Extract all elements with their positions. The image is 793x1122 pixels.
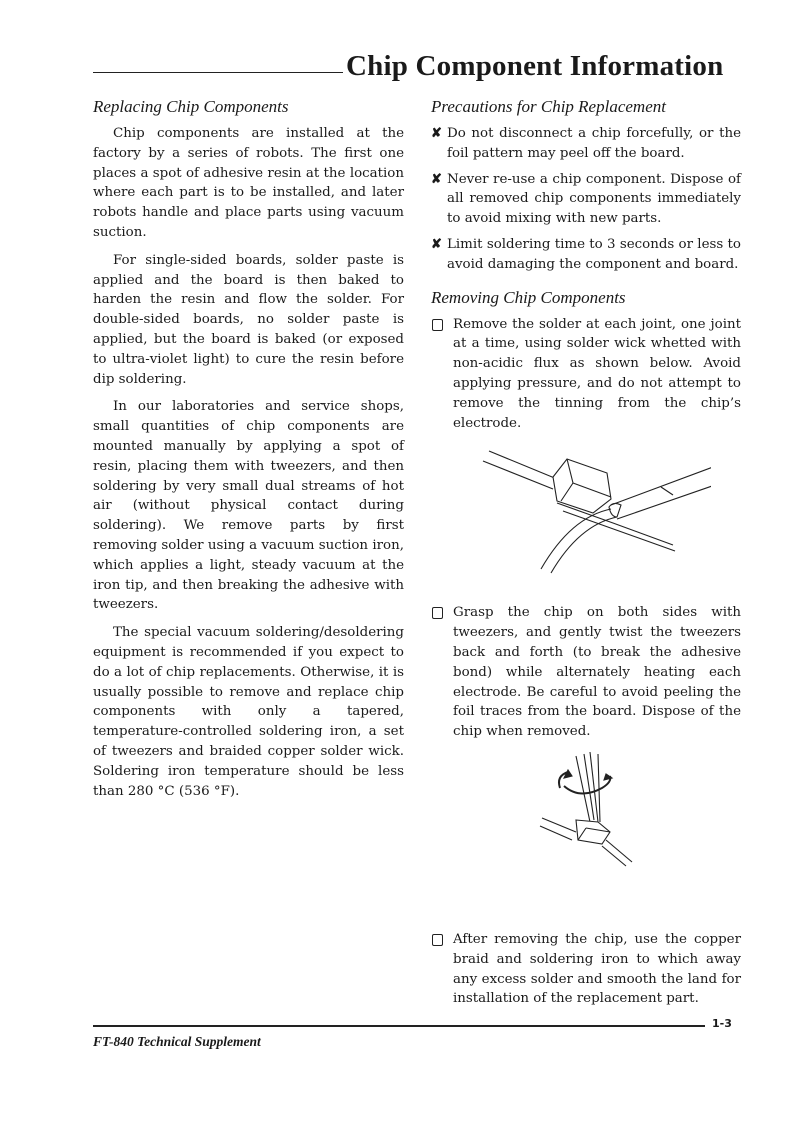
title-rule	[93, 72, 343, 73]
right-column	[431, 96, 741, 1015]
desoldering-illustration	[461, 439, 711, 589]
precaution-item	[431, 170, 741, 229]
tweezers-illustration	[506, 748, 666, 878]
precaution-text: Do not disconnect a chip forcefully, or the foil pattern may peel off the board.	[447, 126, 741, 161]
paragraph: In our laboratories and service shops, small quantities of chip components are mounted manually by applying a spot of resin, placing them with tweezers, and then soldering by very small dual streams of hot air (without physical contact during soldering). We remove parts by first removing solder using a vacuum suction iron, which applies a light, steady vacuum at the iron tip, and then breaking the adhesive with tweezers.	[93, 399, 404, 613]
page-number: 1-3	[712, 1017, 732, 1030]
step-item	[431, 603, 741, 742]
checkbox-bullet-icon	[432, 934, 443, 946]
step-text: Remove the solder at each joint, one joint at a time, using solder wick whetted with non-acidic flux as shown below. Avoid applying pressure, and do not attempt to remove the tinning from the chip’s electrode.	[453, 316, 741, 431]
x-mark-icon: ✘	[431, 171, 442, 187]
footer-rule	[93, 1025, 705, 1027]
step-item	[431, 930, 741, 1009]
page-title: Chip Component Information	[346, 50, 724, 82]
checkbox-bullet-icon	[432, 319, 443, 331]
paragraph: For single-sided boards, solder paste is applied and the board is then baked to harden the resin and flow the solder. For double-sided boards, no solder paste is applied, but the board is baked (or exposed to ultra-violet light) to cure the resin before dip soldering.	[93, 252, 404, 387]
precaution-text: Never re-use a chip component. Dispose of all removed chip components immediately to avoid mixing with new parts.	[447, 171, 741, 227]
precaution-item	[431, 124, 741, 164]
x-mark-icon: ✘	[431, 126, 442, 141]
precaution-item	[431, 235, 741, 275]
step-text: After removing the chip, use the copper braid and soldering iron to which away any excess solder and smooth the land for installation of the replacement part.	[453, 931, 741, 1007]
paragraph: The special vacuum soldering/desoldering equipment is recommended if you expect to do a lot of chip replacements. Otherwise, it is usually possible to remove and replace chip components with only a tapered, temperature-controlled soldering iron, a set of tweezers and braided copper solder wick. Soldering iron temperature should be less than 280 °C (536 °F).	[93, 625, 404, 799]
left-column	[93, 96, 404, 809]
step-text: Grasp the chip on both sides with tweezers, and gently twist the tweezers back and forth (to break the adhesive bond) while alternately heating each electrode. Be careful to avoid peeling the foil traces from the board. Dispose of the chip when removed.	[453, 605, 741, 740]
step-item	[431, 315, 741, 434]
section-heading-precautions: Precautions for Chip Replacement	[431, 97, 666, 116]
checkbox-bullet-icon	[432, 607, 443, 619]
x-mark-icon: ✘	[431, 236, 442, 252]
precaution-text: Limit soldering time to 3 seconds or less to avoid damaging the component and board.	[447, 236, 741, 272]
paragraph: Chip components are installed at the factory by a series of robots. The first one places a spot of adhesive resin at the location where each part is to be installed, and later robots handle and place parts using vacuum suction.	[93, 126, 404, 240]
section-heading-replacing: Replacing Chip Components	[93, 97, 289, 116]
section-heading-removing: Removing Chip Components	[431, 287, 626, 307]
footer-document-title: FT-840 Technical Supplement	[93, 1034, 261, 1049]
